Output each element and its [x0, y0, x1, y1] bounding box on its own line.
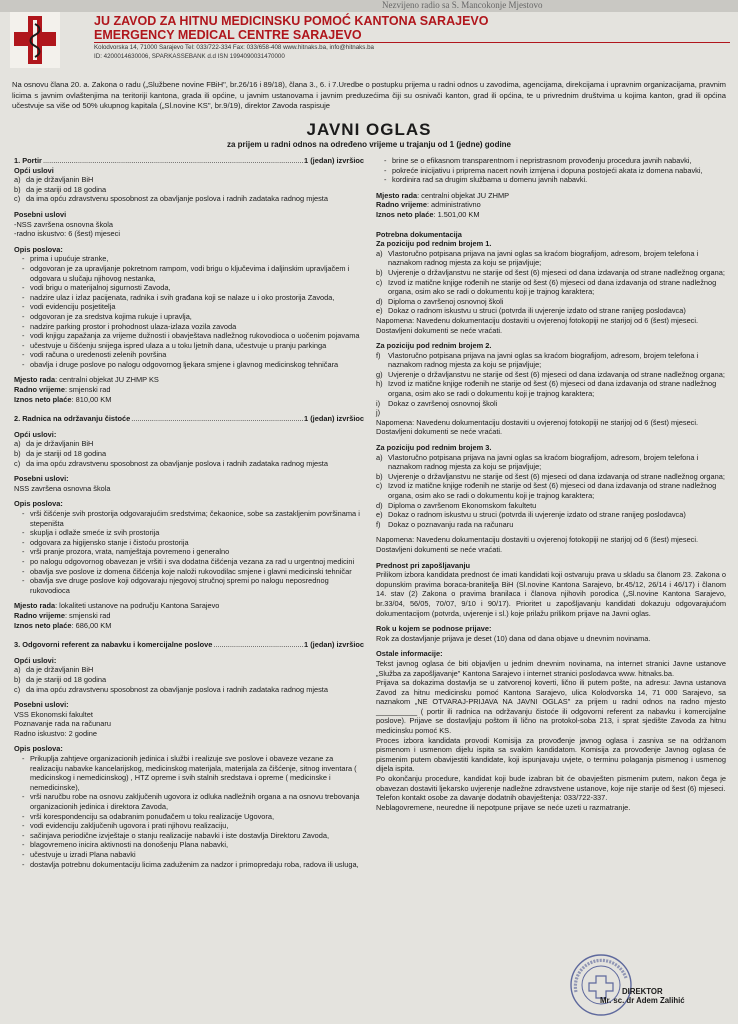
- other-info-heading: Ostale informacije:: [376, 649, 443, 659]
- other-info-paragraph: Tekst javnog oglasa će biti objavljen u jednim dnevnim novinama, na internet stranici Javne ustanove „Služba za zapošljavanje" Kantona Sarajevo i internet stranici poslodavca www. hitnaks.ba.: [376, 658, 726, 678]
- list-item: - obavlja i druge poslove po nalogu odgovornog ljekara smjene i glavnog medicinskog tehničara: [14, 360, 364, 370]
- list-item: i) Dokaz o završenoj osnovnoj školi: [376, 398, 498, 408]
- list-item: a) Vlastoručno potpisana prijava na javni oglas sa kraćom biografijom, adresom, brojem telefona i naznakom radnog mjesta za koju se prijavljuje;: [376, 452, 699, 472]
- list-item: - po nalogu odgovornog obavezan je vršiti i sva dodatna čišćenja vezana za rad u urgentnoj medicini: [14, 557, 364, 567]
- deadline-heading: Rok u kojem se podnose prijave:: [376, 624, 492, 634]
- other-info-paragraph: Telefon kontakt osobe za davanje dodatnih obavještenja: 033/722-337.: [376, 793, 608, 803]
- other-info-paragraph: Po okončanju procedure, kandidat koji bude izabran bit će obavješten pismenim putem, nakon čega je obavezan dostaviti ljekarsko uvjerenje nadležne zdravstvene ustanove, koje nije starije od šest (6) mjeseci.: [376, 774, 726, 793]
- other-info-paragraph: Prijava sa dokazima dostavlja se u zatvorenoj koverti, lično ili putem pošte, na adresu: Javna ustanova Zavod za hitnu medicinsku pomoć Kantona Sarajevo, ulica Kolodvorska 14, 71 000 Sarajevo, sa naznakom „NE OTVARAJ-PRIJAVA NA JAVNI OGLAS" za prijem u radni odnos na radno mjesto __________ ( portir ili radnica na održavanju čistoće ili odgovorni referent za nabavku i komercijalne poslove). Prijave se dostavljaju poštom ili lično na protokol-soba 213, i sprat sjedište Zavoda za hitnu medicinsku pomoć KS.: [376, 678, 726, 736]
- net-pay: Iznos neto plaće: 686,00 KM: [14, 620, 112, 630]
- list-item: - vodi računa o uredenosti zelenih površina: [14, 350, 364, 360]
- ad-title: JAVNI OGLAS: [306, 120, 432, 139]
- list-item: d) Diploma o završenoj osnovnoj školi: [376, 296, 504, 306]
- net-pay: Iznos neto plaće: 810,00 KM: [14, 394, 112, 404]
- documents-group-1: [376, 239, 726, 335]
- right-column: [376, 156, 726, 812]
- work-time: Radno vrijeme: smjenski rad: [14, 385, 111, 395]
- deadline-text: Rok za dostavljanje prijava je deset (10) dana od dana objave u dnevnim novinama.: [376, 633, 651, 643]
- special-item: -radno iskustvo: 6 (šest) mjeseci: [14, 229, 120, 239]
- list-item: - vrši čišćenje svih prostorija odgovarajućim sredstvima; čekaonice, sobe sa zastakljenim površinama i stepeništa: [14, 509, 364, 528]
- signature-role: DIREKTOR: [622, 987, 663, 996]
- list-item: c) Izvod iz matične knjige rođenih ne starije od šest (6) mjeseci od dana izdavanja od strane nadležnog organa, osim ako se radi o dokumentu koji je trajnog karaktera;: [376, 481, 717, 500]
- list-item: d) Diploma o završenom Ekonomskom fakultetu: [376, 500, 537, 510]
- general-list: [14, 439, 364, 468]
- list-item: e) Dokaz o radnom iskustvu u struci (potvrda ili uvjerenje izdato od strane ranijeg poslodavca): [376, 306, 686, 316]
- emergency-logo-icon: [10, 12, 60, 68]
- list-item: - skuplja i odlaže smeće iz svih prostorija: [14, 528, 364, 538]
- list-item: h) Izvod iz matične knjige rođenih ne starije od šest (6) mjeseci od dana izdavanja od strane nadležnog organa, osim ako se radi o dokumentu koji je trajnog karaktera;: [376, 379, 717, 399]
- documents-note: Napomena: Navedenu dokumentaciju dostaviti u ovjerenoj fotokopiji ne starijoj od 6 (šest) mjeseci. Dostavljeni dokumenti se neće vraćati.: [376, 417, 699, 437]
- list-item: c) Izvod iz matične knjige rođenih ne starije od šest (6) mjeseci od dana izdavanja od strane nadležnog organa, osim ako se radi o dokumentu koji je trajnog karaktera;: [376, 277, 717, 297]
- documents-group-2: [376, 341, 726, 437]
- position-heading: 2. Radnica na održavanju čistoće ..... 1 (jedan) izvršioc: [14, 414, 364, 424]
- list-item: b) Uvjerenje o državljanstvu ne starije od šest (6) mjeseci od dana izdavanja od strane nadležnog organa;: [376, 267, 725, 277]
- work-place: Mjesto rada: centralni objekat JU ZHMP KS: [14, 375, 159, 385]
- documents-heading: Potrebna dokumentacija: [376, 229, 462, 239]
- general-list: [14, 175, 364, 204]
- list-item: a) da je državljanin BiH: [14, 439, 94, 449]
- list-item: c) da ima opću zdravstvenu sposobnost za obavljanje poslova i radnih zadataka radnog mjesta: [14, 458, 328, 468]
- duties-label: Opis poslova:: [14, 499, 63, 509]
- special-label: Posebni uslovi: [14, 209, 67, 219]
- special-item: Radno iskustvo: 2 godine: [14, 728, 97, 738]
- duties-label: Opis poslova:: [14, 744, 63, 754]
- special-item: Poznavanje rada na računaru: [14, 719, 111, 729]
- list-item: - vodi evidenciju zaključenih ugovora i prati njihovu realizaciju,: [14, 821, 364, 831]
- position-heading: 1. Portir ..... 1 (jedan) izvršioc: [14, 156, 364, 166]
- org-name-english: EMERGENCY MEDICAL CENTRE SARAJEVO: [94, 28, 362, 42]
- documents-note: Napomena: Navedenu dokumentaciju dostaviti u ovjerenoj fotokopiji ne starijoj od 6 (šest) mjeseci. Dostavljeni dokumenti se neće vraćati.: [376, 535, 699, 554]
- documents-note: Napomena: Navedenu dokumentaciju dostaviti u ovjerenoj fotokopiji ne starijoj od 6 (šest) mjeseci. Dostavljeni dokumenti se neće vraćati.: [376, 315, 699, 335]
- list-item: - učestvuje u čišćenju snijega ispred ulaza a u toku ljetnih dana, učestvuje u pranju parkinga: [14, 341, 364, 351]
- other-info-paragraph: Neblagovremene, neuredne ili nepotpune prijave se neće uzeti u razmatranje.: [376, 802, 631, 812]
- list-item: - pokreće inicijativu i priprema nacert novih izmjena i dopuna postojeći akata iz domena nabavki,: [376, 166, 726, 176]
- list-item: - obavlja sve poslove iz domena čišćenja koje naloži rukovodilac smjene i glavni medicinski tehničar: [14, 567, 364, 577]
- documents-group-3: [376, 443, 726, 555]
- org-ids: ID: 4200014630006, SPARKASSEBANK d.d ISN 1994090031470000: [94, 53, 285, 60]
- org-address: Kolodvorska 14, 71000 Sarajevo Tel: 033/722-334 Fax: 033/658-408 www.hitnaks.ba, info@hitnaks.ba: [94, 44, 374, 51]
- list-item: b) Uvjerenje o državljanstvu ne starije od šest (6) mjeseci od dana izdavanja od strane nadležnog organa;: [376, 471, 725, 481]
- list-item: - učestvuje u izradi Plana nabavki: [14, 850, 364, 860]
- work-time: Radno vrijeme: administrativno: [376, 200, 481, 210]
- priority-heading: Prednost pri zapošljavanju: [376, 560, 471, 570]
- work-time: Radno vrijeme: smjenski rad: [14, 610, 111, 620]
- list-item: b) da je stariji od 18 godina: [14, 449, 107, 459]
- duties-list: [14, 509, 364, 595]
- header-rule: [94, 42, 730, 43]
- official-stamp-icon: [568, 952, 634, 1018]
- list-item: - odgovoran je za sredstva kojima rukuje i upravlja,: [14, 312, 364, 322]
- list-item: - nadzire parking prostor i prohodnost ulaza-izlaza vozila zavoda: [14, 322, 364, 332]
- duties-list-continued: [376, 156, 726, 185]
- list-item: - kordinira rad sa drugim službama u domenu javnih nabavki.: [376, 175, 726, 185]
- list-item: c) da ima opću zdravstvenu sposobnost za obavljanje poslova i radnih zadataka radnog mjesta: [14, 684, 328, 694]
- special-item: VSS Ekonomski fakultet: [14, 709, 93, 719]
- intro-paragraph: Na osnovu člana 20. a. Zakona o radu („Službene novine FBiH", br.26/16 i 89/18), člana 3., 6. i 7.Uredbe o postupku prijema u radni odnos u zavodima, agencijama, direkcijama i upravnim organizacijama, pravnim licima s javnim ovlaštenjima na teritoriji kantona, grada ili općine, u javnim ustanovama i javnim preduzećima čiji su osnivači kanton, grad ili općina, te u privrednim društvima u kojima kanton, grad ili općina učestvuje sa više od 50% ukupnog kapitala („Sl.novine KS", br.9/19), direktor Zavoda raspisuje: [12, 80, 726, 110]
- duties-label: Opis poslova:: [14, 244, 63, 254]
- left-column: [14, 156, 364, 869]
- list-item: - Prikuplja zahtjeve organizacionih jedinica i službi i realizuje sve poslove i obaveze vezane za realizaciju nabavke kancelarijskog, medicinskog materijala, materijala za čišćenje, sitnog inventara ( medicinskog i nemedicinskog) , HTZ opreme i svih stalnih sredstava i opreme ( medicinske i nemedicinske),: [14, 754, 364, 792]
- duties-list: [14, 254, 364, 369]
- other-info-paragraph: Proces izbora kandidata provodi Komisija za provođenje javnog oglasa i zasniva se na održanom pismenom i usmenom dijelu ispita sa svakim kandidatom. Komisija za provođenje Javnog oglasa će pismenim putem obavijestiti kandidate, koji ispunjavaju uvjete, o terminu polaganja pismenog i usmenog dijela ispita.: [376, 735, 726, 774]
- documents-list: [376, 453, 726, 530]
- special-item: -NSS završena osnovna škola: [14, 219, 114, 229]
- list-item: - prima i upućuje stranke,: [14, 254, 364, 264]
- position-heading: 3. Odgovorni referent za nabavku i komercijalne poslove ..... 1 (jedan) izvršioc: [14, 640, 364, 650]
- position-3: [14, 640, 364, 869]
- list-item: j): [376, 408, 381, 418]
- special-label: Posebni uslovi:: [14, 700, 69, 710]
- general-label: Opći uslovi: [14, 165, 54, 175]
- list-item: b) da je stariji od 18 godina: [14, 184, 107, 194]
- list-item: - vrši korespondenciju sa odabranim ponuđačem u toku realizacije Ugovora,: [14, 812, 364, 822]
- list-item: - obavlja sve druge poslove koji odgovaraju njegovoj stručnoj spremi po nalogu neposrednog rukovodioca: [14, 576, 364, 595]
- position-2: [14, 414, 364, 630]
- list-item: f) Vlastoručno potpisana prijava na javni oglas sa kraćom biografijom, adresom, brojem telefona i naznakom radnog mjesta za koju se prijavljuje;: [376, 350, 699, 370]
- signature-name: Mr. sc. dr Adem Zalihić: [600, 996, 685, 1005]
- list-item: - nadzire ulaz i izlaz pacijenata, radnika i svih građana koji se nalaze u i oko prostorija Zavoda,: [14, 293, 364, 303]
- work-place: Mjesto rada: centralni objekat JU ZHMP: [376, 190, 510, 200]
- list-item: b) da je stariji od 18 godina: [14, 674, 107, 684]
- list-item: - odgovara za higijensko stanje i čistoću prostorija: [14, 538, 364, 548]
- general-list: [14, 665, 364, 694]
- list-item: - vodi knjigu zapažanja za vrijeme dužnosti i obavještava nadležnog rukovodioca o uočenim pojavama: [14, 331, 364, 341]
- list-item: c) da ima opću zdravstvenu sposobnost za obavljanje poslova i radnih zadataka radnog mjesta: [14, 194, 328, 204]
- list-item: - odgovoran je za upravljanje pokretnom rampom, vodi brigu o ključevima i daljinskim upravljačem i odgovara u slučaju njihovog nestanka,: [14, 264, 364, 283]
- list-item: a) da je državljanin BiH: [14, 175, 94, 185]
- priority-text: Prilikom izbora kandidata prednost će imati kandidati koji ostvaruju prava u skladu sa članom 23. Zakona o dopunskim pravima boraca-branitelja BiH (Sl.novine Kantona Sarajevo, br.45/12, 26/14 i 46/17) i članom 14. stav (2) Zakona o pravima branilaca i članova njihovih porodica („Sl.novine Kantona Sarajevo, br.33/04, 56/05, 70/07, 9/10 i 90/17). Prioritet u zapošljavanju kandidati dokazuju odgovarajućom dokumentacijom (potvrda, uvjerenje i sl.) koje prilažu prilikom prijave na Javni oglas.: [376, 570, 726, 618]
- signature-block: [600, 987, 685, 1005]
- org-name: JU ZAVOD ZA HITNU MEDICINSKU POMOĆ KANTONA SARAJEVO: [94, 14, 489, 28]
- list-item: - vodi evidenciju posjetitelja: [14, 302, 364, 312]
- list-item: - vrši naručbu robe na osnovu zaključenih ugovora iz odluka nadležnih organa a na osnovu trebovanja organizacionih jedinica i direktora Zavoda,: [14, 792, 364, 811]
- list-item: g) Uvjerenje o državljanstvu ne starije od šest (6) mjeseci od dana izdavanja od strane nadležnog organa;: [376, 369, 725, 379]
- documents-group-heading: Za poziciju pod rednim brojem 3.: [376, 443, 492, 453]
- top-strip-text: Nezvijeno radio sa S. Mancokonje Mjestovo: [382, 0, 543, 10]
- list-item: a) da je državljanin BiH: [14, 665, 94, 675]
- list-item: f) Dokaz o poznavanju rada na računaru: [376, 519, 514, 529]
- list-item: - brine se o efikasnom transparentnom i nepristrasnom provođenju procedura javnih nabavki,: [376, 156, 726, 166]
- list-item: - vrši pranje prozora, vrata, namještaja povremeno i generalno: [14, 547, 364, 557]
- list-item: e) Dokaz o radnom iskustvu u struci (potvrda ili uvjerenje izdato od strane ranijeg poslodavca): [376, 510, 686, 520]
- documents-group-heading: Za poziciju pod rednim brojem 1.: [376, 239, 492, 249]
- work-place: Mjesto rada: lokaliteti ustanove na području Kantona Sarajevo: [14, 601, 220, 611]
- special-item: NSS završena osnovna škola: [14, 483, 111, 493]
- general-label: Opći uslovi:: [14, 655, 57, 665]
- documents-list: [376, 249, 726, 316]
- documents-group-heading: Za poziciju pod rednim brojem 2.: [376, 341, 492, 351]
- ad-subtitle: za prijem u radni odnos na određeno vrijeme u trajanju od 1 (jedne) godine: [226, 140, 512, 149]
- position-1: [14, 156, 364, 404]
- net-pay: Iznos neto plaće: 1.501,00 KM: [376, 209, 480, 219]
- list-item: - dostavlja potrebnu dokumentaciju licima zaduženim za nadzor i primopredaju roba, radova ili usluga,: [14, 860, 364, 870]
- letterhead: [8, 10, 730, 70]
- list-item: - blagovremeno inicira aktivnosti na donošenju Plana nabavki,: [14, 840, 364, 850]
- general-label: Opći uslovi:: [14, 429, 57, 439]
- duties-list: [14, 754, 364, 869]
- list-item: - sačinjava periodične izvještaje o stanju realizacije nabavki i iste dostavlja Direktoru Zavoda,: [14, 831, 364, 841]
- list-item: - vodi brigu o materijalnoj sigurnosti Zavoda,: [14, 283, 364, 293]
- special-label: Posebni uslovi:: [14, 474, 69, 484]
- documents-list: [376, 351, 726, 418]
- list-item: a) Vlastoručno potpisana prijava na javni oglas sa kraćom biografijom, adresom, brojem telefona i naznakom radnog mjesta za koju se prijavljuje;: [376, 248, 699, 268]
